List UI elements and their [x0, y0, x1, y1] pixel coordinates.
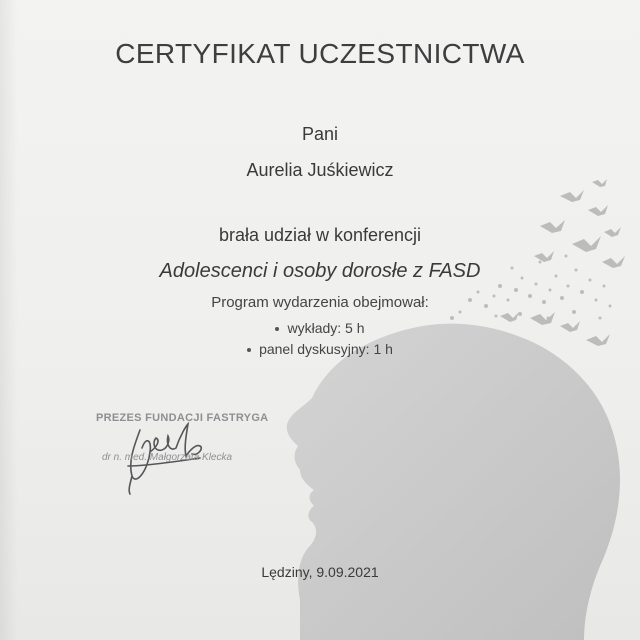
program-item-panel: panel dyskusyjny: 1 h: [259, 341, 393, 357]
list-item: [0, 318, 640, 339]
bullet-icon: [275, 327, 279, 331]
list-item: [0, 339, 640, 360]
place-date: Lędziny, 9.09.2021: [261, 564, 379, 580]
stamp-title: PREZES FUNDACJI FASTRYGA: [96, 412, 269, 424]
program-item-lectures: wykłady: 5 h: [287, 320, 365, 336]
event-title: Adolescenci i osoby dorosłe z FASD: [159, 260, 481, 282]
participation-text: brała udział w konferencji: [218, 225, 422, 245]
stamp-name: dr n. med. Małgorzata Klecka: [102, 452, 233, 463]
head-silhouette-icon: [287, 324, 620, 640]
program-list: [0, 318, 640, 360]
bird-icon: [560, 190, 584, 202]
certificate-title: CERTYFIKAT UCZESTNICTWA: [115, 38, 525, 69]
salutation: Pani: [301, 124, 339, 144]
bird-icon: [588, 205, 608, 216]
participant-name: Aurelia Juśkiewicz: [246, 160, 394, 180]
bullet-icon: [247, 348, 251, 352]
program-heading: Program wydarzenia obejmował:: [211, 294, 429, 311]
